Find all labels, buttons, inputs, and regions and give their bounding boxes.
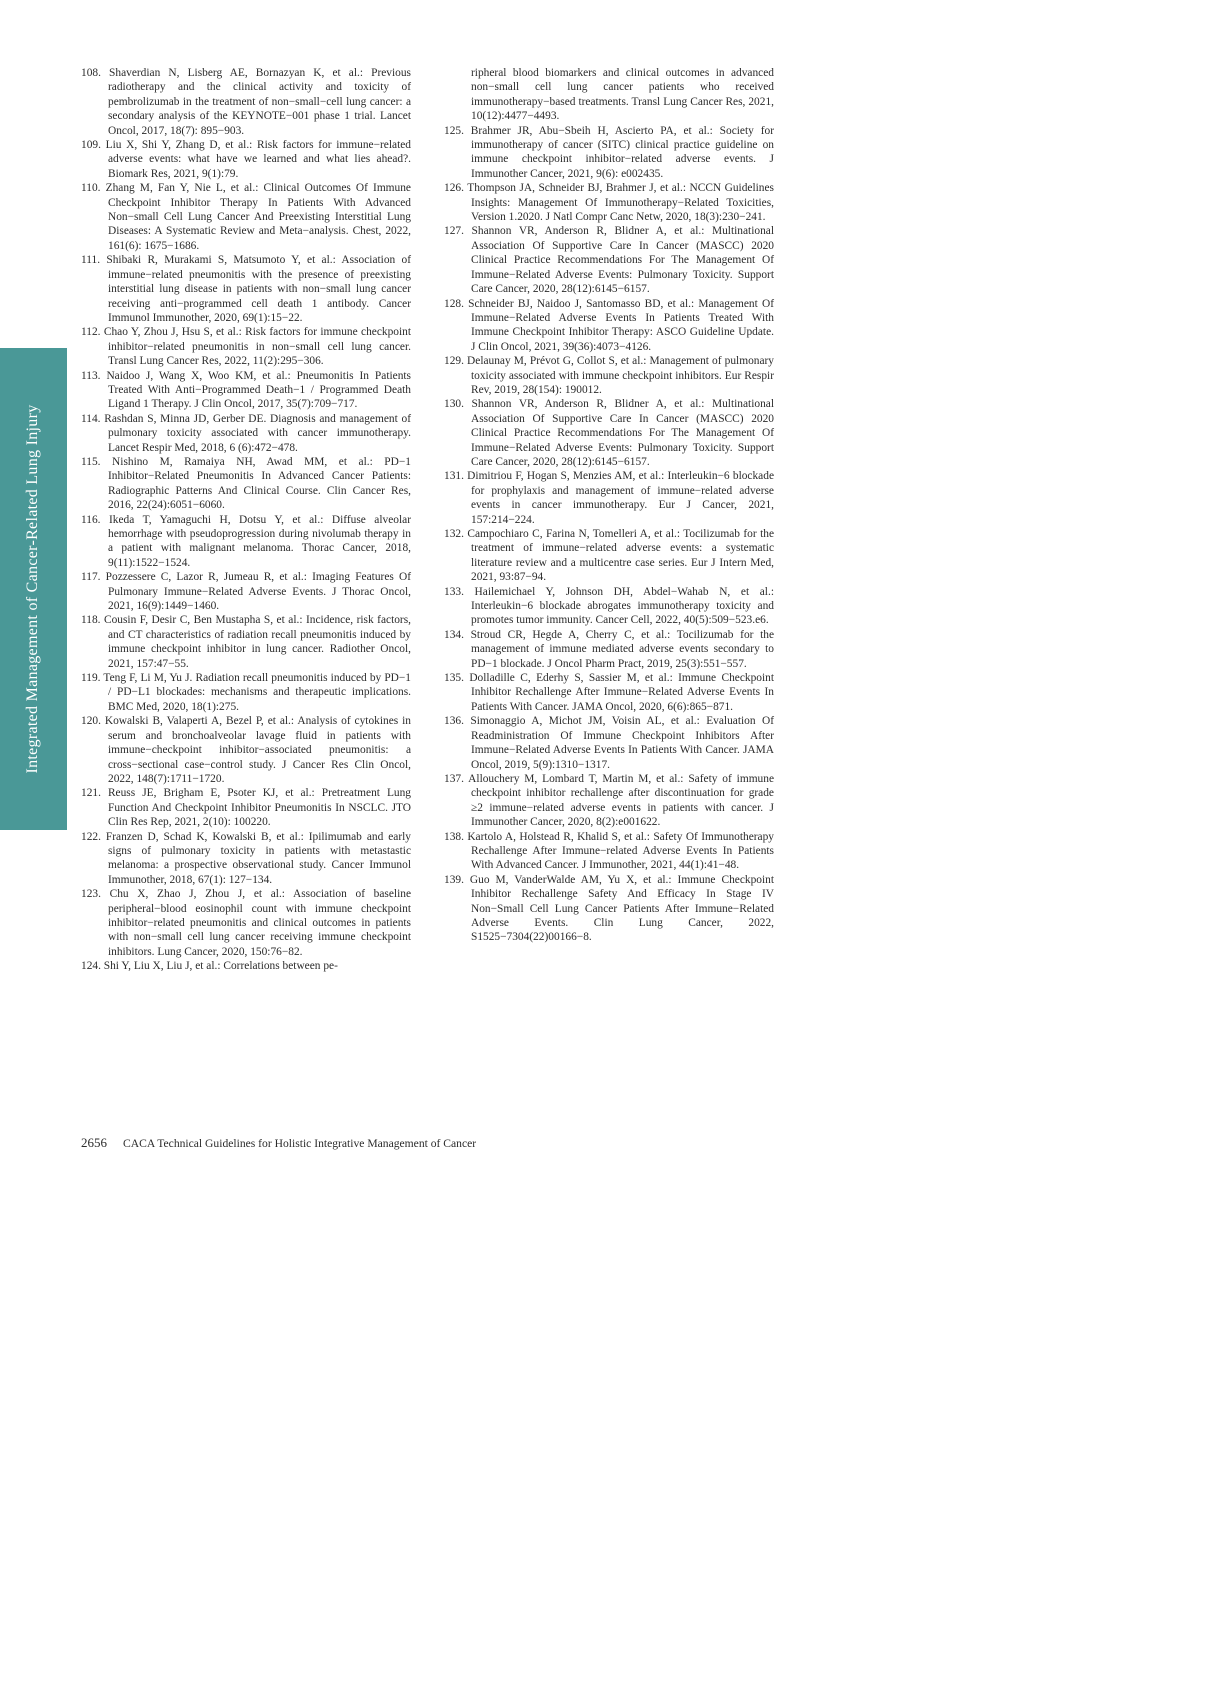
reference-138: 138. Kartolo A, Holstead R, Khalid S, et al.: Safety Of Immunotherapy Rechallenge After Immune−related Adverse Events In Patients With Advanced Cancer. J Immunother, 2021, 44(1):41−48. [444,830,774,872]
reference-108: 108. Shaverdian N, Lisberg AE, Bornazyan K, et al.: Previous radiotherapy and the clinical activity and toxicity of pembrolizumab in the treatment of non−small−cell lung cancer: a secondary analysis of the KEYNOTE−001 phase 1 trial. Lancet Oncol, 2017, 18(7): 895−903. [81,67,411,137]
page-footer [81,1135,476,1151]
reference-115: 115. Nishino M, Ramaiya NH, Awad MM, et al.: PD−1 Inhibitor−Related Pneumonitis In Advanced Cancer Patients: Radiographic Patterns And Clinical Course. Clin Cancer Res, 2016, 22(24):6051−6060. [81,455,411,512]
reference-116: 116. Ikeda T, Yamaguchi H, Dotsu Y, et al.: Diffuse alveolar hemorrhage with pseudoprogression during nivolumab therapy in a patient with malignant melanoma. Thorac Cancer, 2018, 9(11):1522−1524. [81,513,411,569]
references-right-column [444,66,774,945]
reference-125: 125. Brahmer JR, Abu−Sbeih H, Ascierto PA, et al.: Society for immunotherapy of cancer (SITC) clinical practice guideline on immune checkpoint inhibitor−related adverse events. J Immunother Cancer, 2021, 9(6): e002435. [444,124,774,180]
reference-127: 127. Shannon VR, Anderson R, Blidner A, et al.: Multinational Association Of Supportive Care In Cancer (MASCC) 2020 Clinical Practice Recommendations For The Management Of Immune−Related Adverse Events: Pulmonary Toxicity. Support Care Cancer, 2020, 28(12):6145−6157. [444,225,774,296]
reference-139: 139. Guo M, VanderWalde AM, Yu X, et al.: Immune Checkpoint Inhibitor Rechallenge Safety And Efficacy In Stage IV Non−Small Cell Lung Cancer Patients After Immune−Related Adverse Events. Clin Lung Cancer, 2022, S1525−7304(22)00166−8. [444,873,774,944]
reference-112: 112. Chao Y, Zhou J, Hsu S, et al.: Risk factors for immune checkpoint inhibitor−related pneumonitis in non−small cell lung cancer. Transl Lung Cancer Res, 2022, 11(2):295−306. [81,326,411,368]
reference-130: 130. Shannon VR, Anderson R, Blidner A, et al.: Multinational Association Of Supportive Care In Cancer (MASCC) 2020 Clinical Practice Recommendations For The Management Of Immune−Related Adverse Events: Pulmonary Toxicity. Support Care Cancer, 2020, 28(12):6145−6157. [444,398,774,468]
reference-118: 118. Cousin F, Desir C, Ben Mustapha S, et al.: Incidence, risk factors, and CT characteristics of radiation recall pneumonitis induced by immune checkpoint inhibitor in lung cancer. Radiother Oncol, 2021, 157:47−55. [81,614,411,670]
page-number: 2656 [81,1135,107,1150]
footer-title: CACA Technical Guidelines for Holistic Integrative Management of Cancer [123,1137,477,1150]
reference-136: 136. Simonaggio A, Michot JM, Voisin AL, et al.: Evaluation Of Readministration Of Immune Checkpoint Inhibitors After Immune−Related Adverse Events In Patients With Cancer. JAMA Oncol, 2019, 5(9):1310−1317. [444,715,774,771]
reference-135: 135. Dolladille C, Ederhy S, Sassier M, et al.: Immune Checkpoint Inhibitor Rechallenge After Immune−Related Adverse Events In Patients With Cancer. JAMA Oncol, 2020, 6(6):865−871. [444,672,774,713]
reference-134: 134. Stroud CR, Hegde A, Cherry C, et al.: Tocilizumab for the management of immune mediated adverse events secondary to PD−1 blockade. J Oncol Pharm Pract, 2019, 25(3):551−557. [444,628,774,670]
reference-129: 129. Delaunay M, Prévot G, Collot S, et al.: Management of pulmonary toxicity associated with immune checkpoint inhibitors. Eur Respir Rev, 2019, 28(154): 190012. [444,355,774,396]
reference-126: 126. Thompson JA, Schneider BJ, Brahmer J, et al.: NCCN Guidelines Insights: Management Of Immunotherapy−Related Toxicities, Version 1.2020. J Natl Compr Canc Netw, 2020, 18(3):230−241. [444,182,774,224]
reference-119: 119. Teng F, Li M, Yu J. Radiation recall pneumonitis induced by PD−1 / PD−L1 blockades: mechanisms and therapeutic implications. BMC Med, 2020, 18(1):275. [81,672,411,713]
reference-122: 122. Franzen D, Schad K, Kowalski B, et al.: Ipilimumab and early signs of pulmonary toxicity in patients with metastastic melanoma: a prospective observational study. Cancer Immunol Immunother, 2018, 67(1): 127−134. [81,830,411,886]
reference-123: 123. Chu X, Zhao J, Zhou J, et al.: Association of baseline peripheral−blood eosinophil count with immune checkpoint inhibitor−related pneumonitis and clinical outcomes in patients with non−small cell lung cancer receiving immune checkpoint inhibitors. Lung Cancer, 2020, 150:76−82. [81,888,411,958]
reference-113: 113. Naidoo J, Wang X, Woo KM, et al.: Pneumonitis In Patients Treated With Anti−Programmed Death−1 / Programmed Death Ligand 1 Therapy. J Clin Oncol, 2017, 35(7):709−717. [81,369,411,411]
reference-120: 120. Kowalski B, Valaperti A, Bezel P, et al.: Analysis of cytokines in serum and bronchoalveolar lavage fluid in patients with immune−checkpoint inhibitor−associated pneumonitis: a cross−sectional case−control study. J Cancer Res Clin Oncol, 2022, 148(7):1711−1720. [81,715,411,785]
reference-131: 131. Dimitriou F, Hogan S, Menzies AM, et al.: Interleukin−6 blockade for prophylaxis and management of immune−related adverse events in cancer immunotherapy. Eur J Cancer, 2021, 157:214−224. [444,470,774,526]
reference-121: 121. Reuss JE, Brigham E, Psoter KJ, et al.: Pretreatment Lung Function And Checkpoint Inhibitor Pneumonitis In NSCLC. JTO Clin Res Rep, 2021, 2(10): 100220. [81,787,411,829]
reference-128: 128. Schneider BJ, Naidoo J, Santomasso BD, et al.: Management Of Immune−Related Adverse Events In Patients Treated With Immune Checkpoint Inhibitor Therapy: ASCO Guideline Update. J Clin Oncol, 2021, 39(36):4073−4126. [444,297,774,353]
reference-110: 110. Zhang M, Fan Y, Nie L, et al.: Clinical Outcomes Of Immune Checkpoint Inhibitor Therapy In Patients With Advanced Non−small Cell Lung Cancer And Preexisting Interstitial Lung Diseases: A Systematic Review and Meta−analysis. Chest, 2022, 161(6): 1675−1686. [81,182,411,252]
reference-109: 109. Liu X, Shi Y, Zhang D, et al.: Risk factors for immune−related adverse events: what have we learned and what lies ahead?. Biomark Res, 2021, 9(1):79. [81,139,411,180]
side-tab-title: Integrated Management of Cancer-Related Lung Injury [24,404,41,774]
reference-133: 133. Hailemichael Y, Johnson DH, Abdel−Wahab N, et al.: Interleukin−6 blockade abrogates immunotherapy toxicity and promotes tumor immunity. Cancer Cell, 2022, 40(5):509−523.e6. [444,585,774,627]
references-left-column [81,66,411,974]
reference-137: 137. Allouchery M, Lombard T, Martin M, et al.: Safety of immune checkpoint inhibitor rechallenge after discontinuation for grade ≥2 immune−related adverse events in patients with cancer. J Immunother Cancer, 2020, 8(2):e001622. [444,772,774,829]
reference-132: 132. Campochiaro C, Farina N, Tomelleri A, et al.: Tocilizumab for the treatment of immune−related adverse events: a systematic literature review and a multicentre case series. Eur J Intern Med, 2021, 93:87−94. [444,528,774,584]
reference-114: 114. Rashdan S, Minna JD, Gerber DE. Diagnosis and management of pulmonary toxicity associated with cancer immunotherapy. Lancet Respir Med, 2018, 6 (6):472−478. [81,412,411,454]
reference-117: 117. Pozzessere C, Lazor R, Jumeau R, et al.: Imaging Features Of Pulmonary Immune−Related Adverse Events. J Thorac Oncol, 2021, 16(9):1449−1460. [81,571,411,613]
reference-124: 124. Shi Y, Liu X, Liu J, et al.: Correlations between pe- [81,960,338,973]
reference-124-continuation: ripheral blood biomarkers and clinical outcomes in advanced non−small cell lung cancer patients who received immunotherapy−based treatments. Transl Lung Cancer Res, 2021, 10(12):4477−4493. [471,67,774,123]
reference-111: 111. Shibaki R, Murakami S, Matsumoto Y, et al.: Association of immune−related pneumonitis with the presence of preexisting interstitial lung disease in patients with non−small lung cancer receiving anti−programmed cell death 1 antibody. Cancer Immunol Immunother, 2020, 69(1):15−22. [81,254,411,324]
